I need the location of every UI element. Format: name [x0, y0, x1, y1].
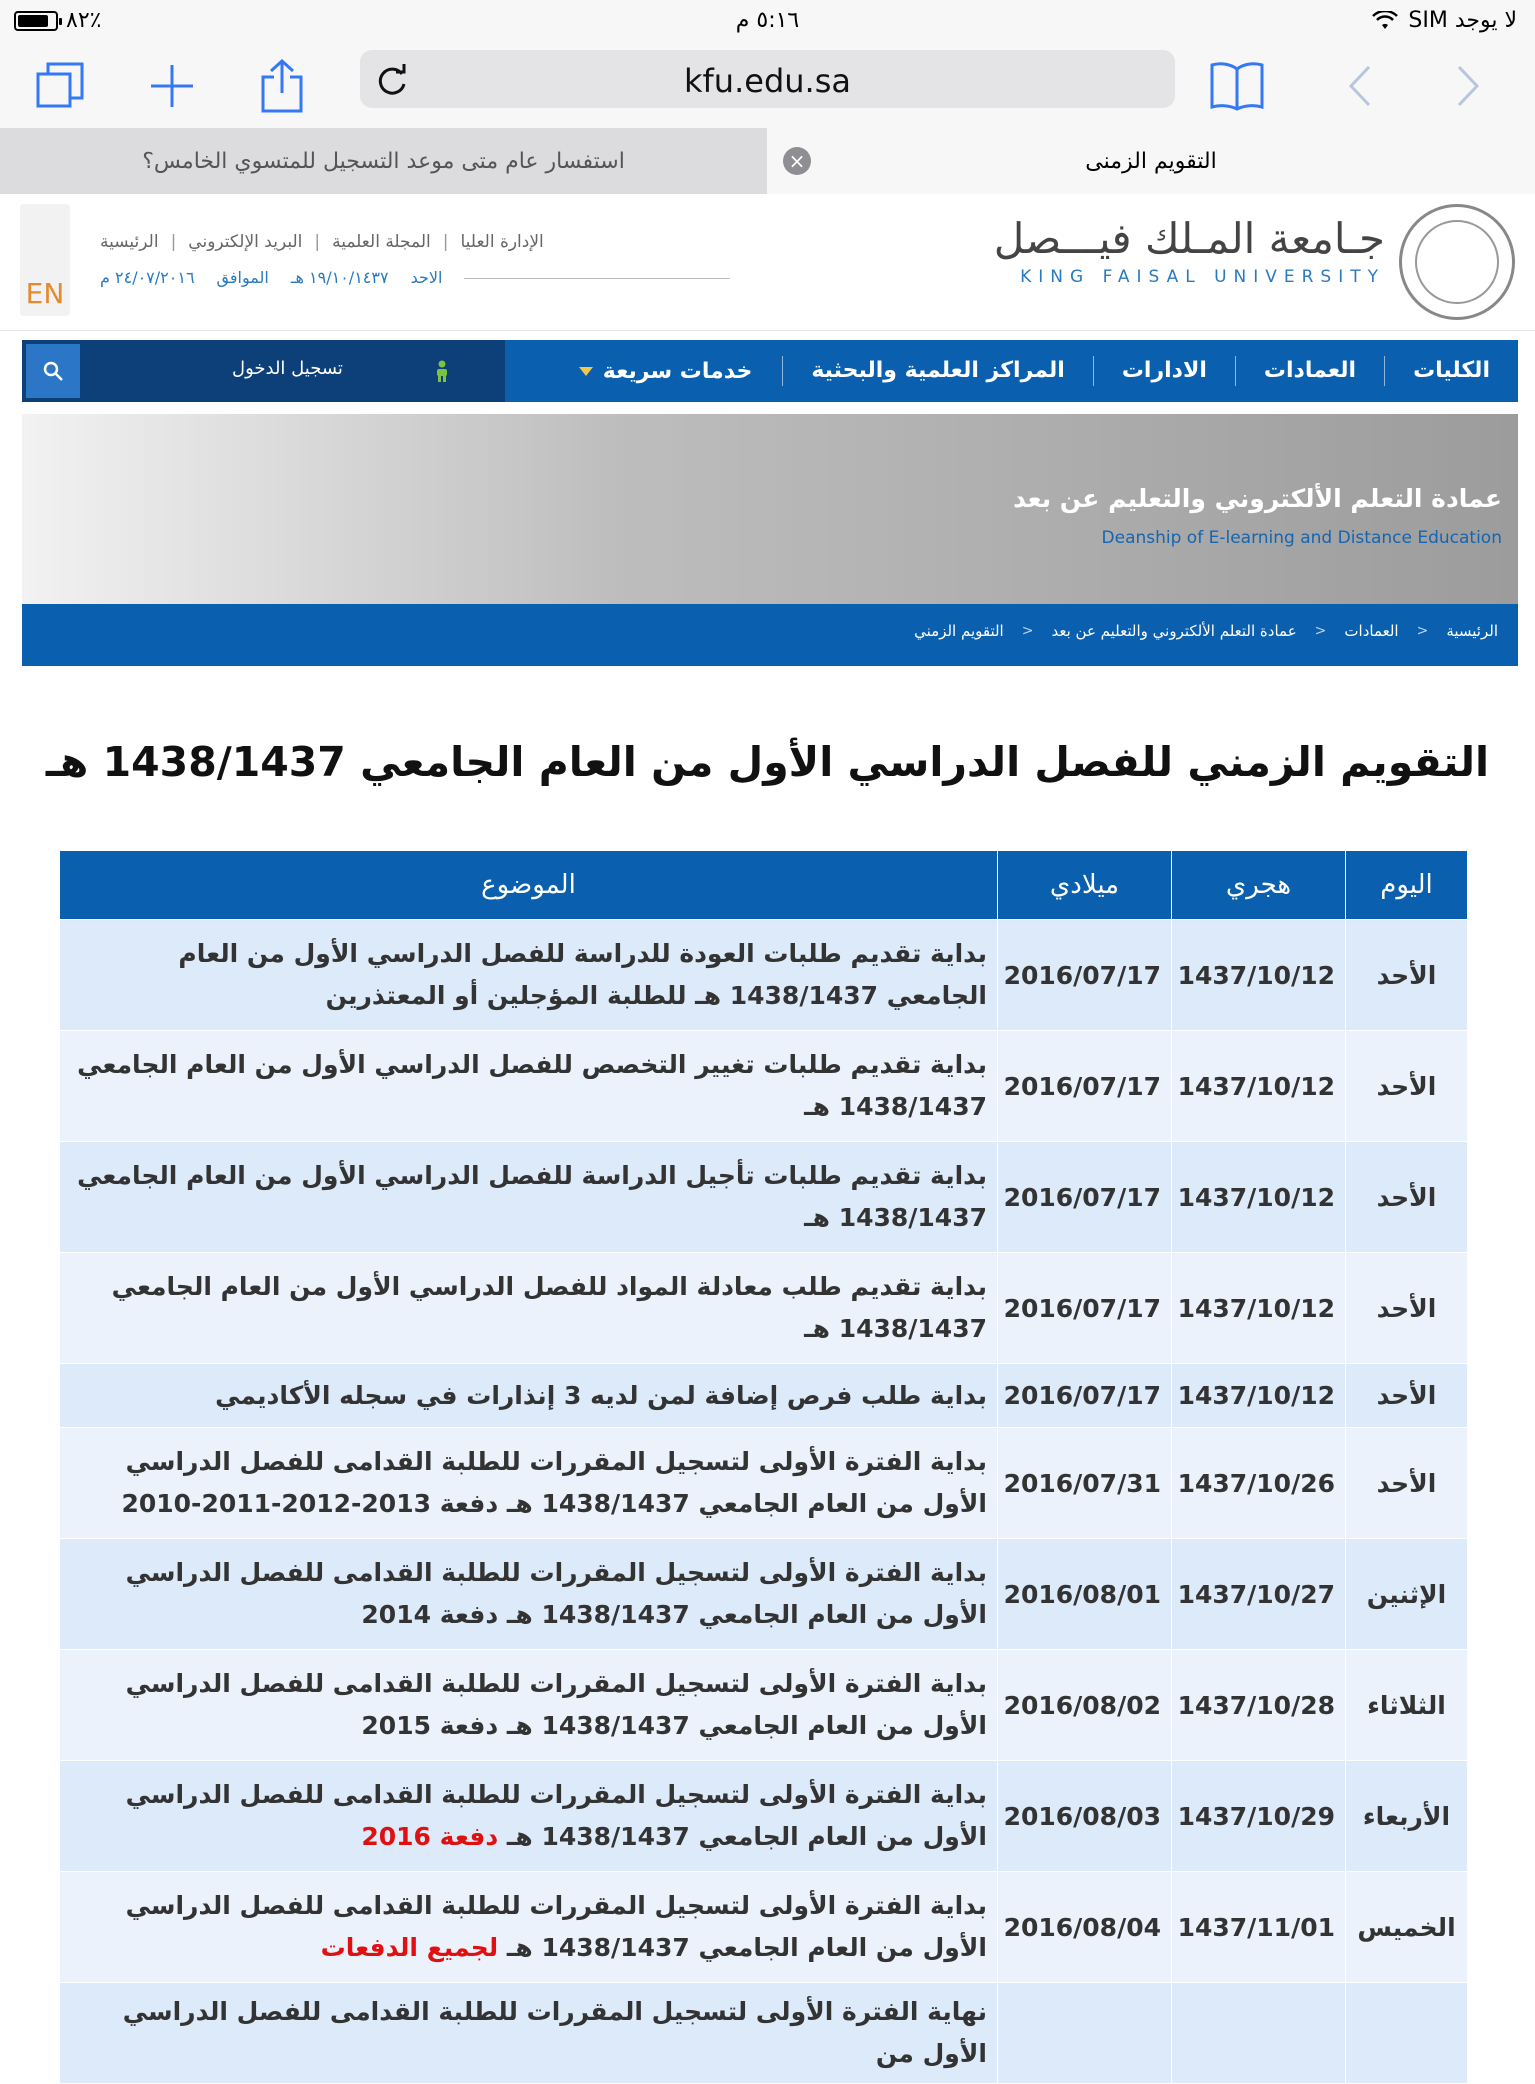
breadcrumb-chevron-icon: < [1416, 623, 1429, 639]
search-button[interactable] [26, 344, 80, 398]
table-row [60, 1253, 1468, 1364]
cell-day: الأحد [1346, 1031, 1468, 1142]
link-divider: | [170, 232, 177, 252]
breadcrumb-items [914, 622, 1498, 640]
topic-text: بداية الفترة الأولى لتسجيل المقررات للطلبة القدامى للفصل الدراسي الأول من العام الجامعي 1438/1437 هـ [125, 1891, 987, 1962]
cell-hijri: 1437/10/12 [1172, 1142, 1346, 1253]
topic-text: بداية الفترة الأولى لتسجيل المقررات للطلبة القدامى للفصل الدراسي الأول من العام الجامعي 1438/1437 هـ دفعة 2014 [125, 1558, 987, 1629]
breadcrumb-deanships[interactable]: العمادات [1344, 622, 1399, 640]
cell-day: الأحد [1346, 1253, 1468, 1364]
cell-greg [998, 1983, 1172, 2084]
cell-greg: 2016/07/17 [998, 920, 1172, 1031]
table-row [60, 1650, 1468, 1761]
table-row [60, 1142, 1468, 1253]
nav-item-deanships[interactable]: العمادات [1235, 356, 1384, 386]
cell-day: الإثنين [1346, 1539, 1468, 1650]
topic-text: بداية الفترة الأولى لتسجيل المقررات للطلبة القدامى للفصل الدراسي الأول من العام الجامعي 1438/1437 هـ [125, 1780, 987, 1851]
cell-day: الأحد [1346, 1142, 1468, 1253]
back-icon[interactable] [1328, 54, 1392, 118]
cell-hijri: 1437/10/28 [1172, 1650, 1346, 1761]
table-row [60, 1761, 1468, 1872]
topic-text: نهاية الفترة الأولى لتسجيل المقررات للطلبة القدامى للفصل الدراسي الأول من [122, 1997, 987, 2068]
cell-greg: 2016/07/17 [998, 1364, 1172, 1428]
cell-hijri: 1437/10/12 [1172, 1031, 1346, 1142]
date-line [100, 268, 730, 292]
quick-services-label: خدمات سريعة [602, 358, 753, 384]
link-management[interactable]: الإدارة العليا [460, 232, 544, 252]
quick-services-dropdown[interactable] [549, 359, 783, 384]
cell-hijri: 1437/11/01 [1172, 1872, 1346, 1983]
breadcrumb-chevron-icon: < [1314, 623, 1327, 639]
cell-topic [60, 1872, 998, 1983]
table-row [60, 1428, 1468, 1539]
page-title: التقويم الزمني للفصل الدراسي الأول من العام الجامعي 1438/1437 هـ [45, 738, 1490, 786]
deanship-banner [22, 414, 1518, 604]
chevron-down-icon [579, 367, 593, 376]
date-divider-line [464, 270, 730, 279]
link-divider: | [314, 232, 321, 252]
cell-topic [60, 1253, 998, 1364]
date-agree: الموافق [216, 268, 269, 287]
date-hijri: ١٩/١٠/١٤٣٧ هـ [290, 268, 389, 287]
nav-item-departments[interactable]: الادارات [1093, 356, 1235, 386]
link-journal[interactable]: المجلة العلمية [332, 232, 431, 252]
nav-items [549, 340, 1518, 402]
table-row [60, 1364, 1468, 1428]
carrier-label: لا يوجد SIM [1408, 8, 1517, 33]
cell-topic [60, 1428, 998, 1539]
cell-greg: 2016/07/17 [998, 1253, 1172, 1364]
cell-greg: 2016/07/17 [998, 1031, 1172, 1142]
date-greg: ٢٤/٠٧/٢٠١٦ م [100, 268, 195, 287]
link-home[interactable]: الرئيسية [100, 232, 159, 252]
table-row [60, 1983, 1468, 2084]
logo-english: KING FAISAL UNIVERSITY [1020, 267, 1385, 287]
address-bar[interactable] [360, 50, 1175, 108]
main-navigation [22, 340, 1518, 402]
cell-greg: 2016/08/02 [998, 1650, 1172, 1761]
link-email[interactable]: البريد الإلكتروني [188, 232, 303, 252]
banner-title-english: Deanship of E-learning and Distance Education [1101, 528, 1502, 548]
breadcrumb-chevron-icon: < [1021, 623, 1034, 639]
tabs-icon[interactable] [28, 54, 92, 118]
tab-calendar[interactable] [767, 128, 1535, 194]
nav-item-research-centers[interactable]: المراكز العلمية والبحثية [782, 356, 1092, 386]
seal-inner-ring [1415, 220, 1499, 304]
wifi-icon [1372, 11, 1398, 31]
status-bar [0, 0, 1535, 44]
cell-topic [60, 920, 998, 1031]
header-hijri: هجري [1172, 851, 1346, 920]
university-logo-text[interactable] [994, 214, 1385, 287]
tab-inquiry[interactable] [0, 128, 767, 194]
header-topic: الموضوع [60, 851, 998, 920]
cell-greg: 2016/08/04 [998, 1872, 1172, 1983]
cell-day: الأحد [1346, 1428, 1468, 1539]
cell-greg: 2016/07/17 [998, 1142, 1172, 1253]
topic-text: بداية تقديم طلبات تغيير التخصص للفصل الدراسي الأول من العام الجامعي 1438/1437 هـ [77, 1050, 987, 1121]
share-icon[interactable] [250, 54, 314, 118]
topic-highlight: دفعة 2016 [361, 1822, 499, 1851]
table-row [60, 1872, 1468, 1983]
cell-hijri: 1437/10/12 [1172, 920, 1346, 1031]
cell-hijri: 1437/10/26 [1172, 1428, 1346, 1539]
browser-tabs [0, 128, 1535, 195]
breadcrumb-home[interactable]: الرئيسية [1446, 622, 1498, 640]
banner-title-arabic: عمادة التعلم الألكتروني والتعليم عن بعد [1013, 484, 1502, 513]
tab-label: استفسار عام متى موعد التسجيل للمتسوي الخامس؟ [142, 148, 625, 174]
cell-day [1346, 1983, 1468, 2084]
cell-day: الأحد [1346, 920, 1468, 1031]
cell-greg: 2016/08/03 [998, 1761, 1172, 1872]
cell-hijri: 1437/10/12 [1172, 1364, 1346, 1428]
logo-arabic: جـامعة المـلك فيـــصل [993, 214, 1385, 263]
new-tab-icon[interactable] [140, 54, 204, 118]
cell-hijri: 1437/10/29 [1172, 1761, 1346, 1872]
date-day: الاحد [410, 268, 443, 287]
top-links [100, 232, 544, 252]
cell-topic [60, 1983, 998, 2084]
table-header-row [60, 851, 1468, 920]
login-area [22, 340, 505, 402]
cell-day: الخميس [1346, 1872, 1468, 1983]
topic-highlight: لجميع الدفعات [320, 1933, 499, 1962]
site-header [0, 194, 1535, 331]
breadcrumb-current: التقويم الزمني [914, 622, 1004, 640]
cell-topic [60, 1142, 998, 1253]
header-day: اليوم [1346, 851, 1468, 920]
login-link[interactable]: تسجيل الدخول [232, 358, 343, 379]
topic-text: بداية تقديم طلبات تأجيل الدراسة للفصل الدراسي الأول من العام الجامعي 1438/1437 هـ [77, 1161, 987, 1232]
university-seal-icon[interactable] [1399, 204, 1515, 320]
link-divider: | [442, 232, 449, 252]
topic-text: بداية تقديم طلب معادلة المواد للفصل الدراسي الأول من العام الجامعي 1438/1437 هـ [111, 1272, 987, 1343]
cell-hijri: 1437/10/12 [1172, 1253, 1346, 1364]
person-icon [434, 360, 450, 382]
cell-day: الأربعاء [1346, 1761, 1468, 1872]
topic-text: بداية طلب فرص إضافة لمن لديه 3 إنذارات في سجله الأكاديمي [215, 1380, 987, 1410]
language-button[interactable]: EN [20, 204, 70, 316]
url-text[interactable]: kfu.edu.sa [684, 62, 851, 100]
table-row [60, 1539, 1468, 1650]
topic-text: بداية الفترة الأولى لتسجيل المقررات للطلبة القدامى للفصل الدراسي الأول من العام الجامعي 1438/1437 هـ دفعة 2013-2012-2011-2010 [121, 1447, 987, 1518]
calendar-table-body [60, 920, 1468, 2084]
table-row [60, 1031, 1468, 1142]
topic-text: بداية الفترة الأولى لتسجيل المقررات للطلبة القدامى للفصل الدراسي الأول من العام الجامعي 1438/1437 هـ دفعة 2015 [125, 1669, 987, 1740]
cell-topic [60, 1539, 998, 1650]
cell-day: الثلاثاء [1346, 1650, 1468, 1761]
cell-hijri: 1437/10/27 [1172, 1539, 1346, 1650]
status-time: ٥:١٦ م [735, 8, 800, 33]
table-row [60, 920, 1468, 1031]
search-icon [42, 360, 64, 382]
tab-label: التقويم الزمنى [1085, 148, 1217, 174]
breadcrumb [22, 604, 1518, 666]
cell-topic [60, 1761, 998, 1872]
cell-topic [60, 1364, 998, 1428]
calendar-table [59, 850, 1468, 2084]
cell-topic [60, 1031, 998, 1142]
cell-topic [60, 1650, 998, 1761]
bookmarks-icon[interactable] [1205, 54, 1269, 118]
browser-toolbar [0, 44, 1535, 128]
nav-item-colleges[interactable]: الكليات [1384, 356, 1518, 386]
close-icon[interactable]: × [783, 147, 811, 175]
cell-day: الأحد [1346, 1364, 1468, 1428]
carrier-status [1372, 8, 1517, 33]
forward-icon[interactable] [1436, 54, 1500, 118]
battery-percent: ٨٢٪ [66, 8, 102, 33]
header-greg: ميلادي [998, 851, 1172, 920]
cell-greg: 2016/08/01 [998, 1539, 1172, 1650]
cell-hijri [1172, 1983, 1346, 2084]
topic-text: بداية تقديم طلبات العودة للدراسة للفصل الدراسي الأول من العام الجامعي 1438/1437 هـ للطلبة المؤجلين أو المعتذرين [178, 939, 987, 1010]
cell-greg: 2016/07/31 [998, 1428, 1172, 1539]
breadcrumb-deanship[interactable]: عمادة التعلم الألكتروني والتعليم عن بعد [1051, 622, 1297, 640]
